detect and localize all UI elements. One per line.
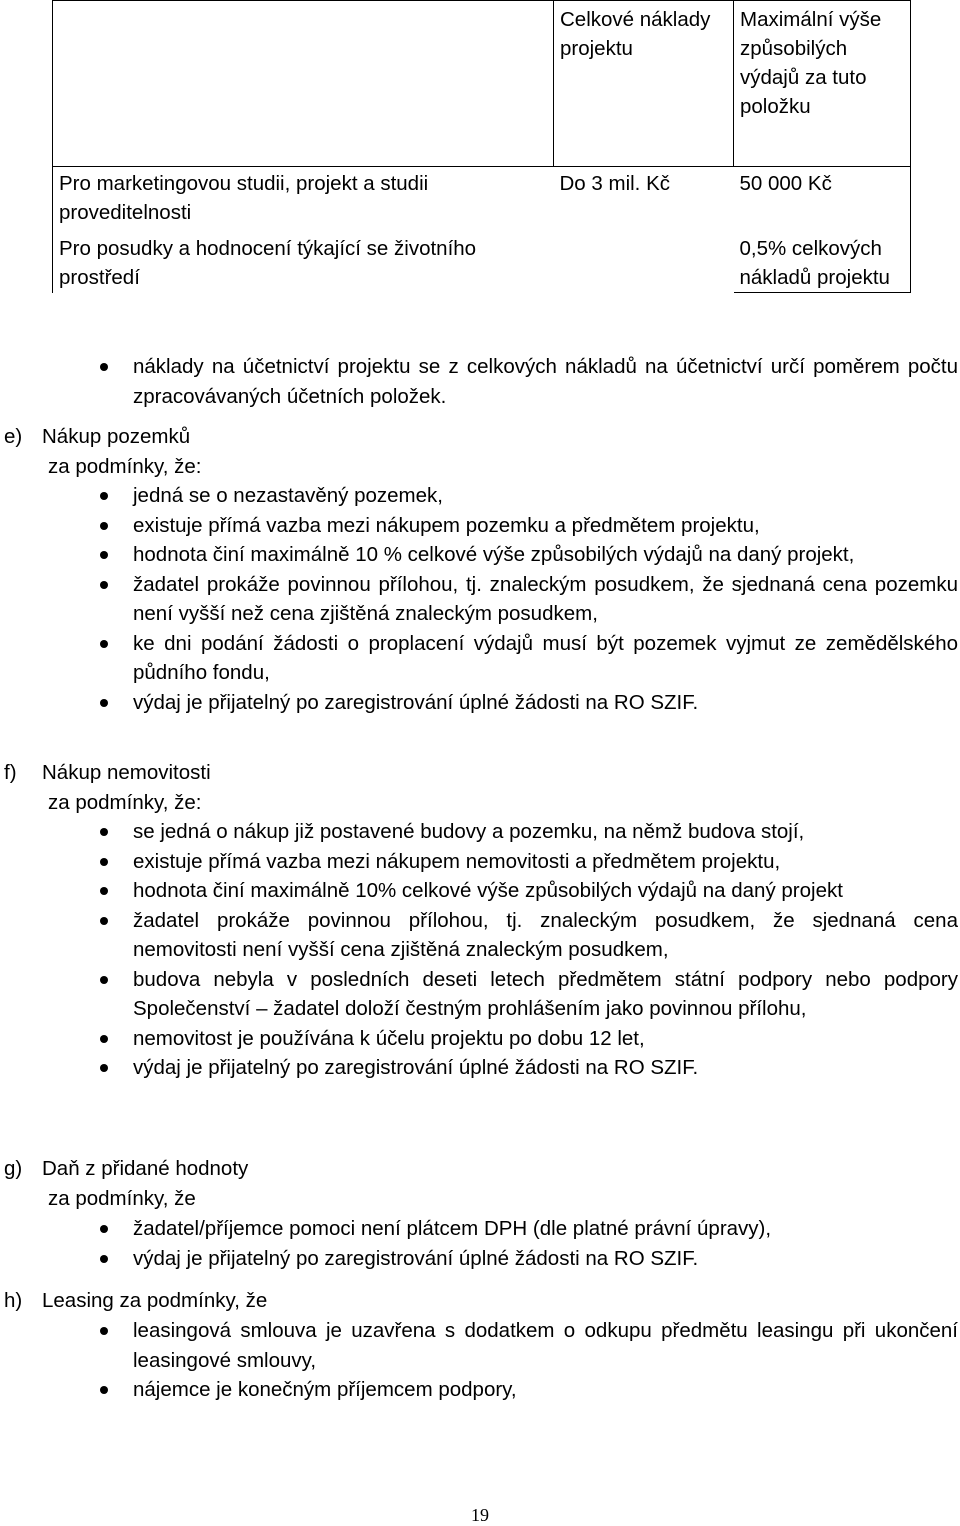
bullet-icon bbox=[100, 976, 108, 984]
list-item: jedná se o nezastavěný pozemek, bbox=[0, 481, 960, 511]
section-heading-e: e) Nákup pozemků bbox=[4, 425, 191, 448]
bullet-icon bbox=[100, 917, 108, 925]
list-item: žadatel/příjemce pomoci není plátcem DPH (dle platné právní úpravy), bbox=[0, 1214, 960, 1244]
list-item: žadatel prokáže povinnou přílohou, tj. znaleckým posudkem, že sjednaná cena nemovitosti není vyšší cena zjištěná znaleckým posudkem, bbox=[0, 906, 960, 965]
table-row bbox=[53, 230, 911, 293]
table-header-total: Celkové náklady projektu bbox=[554, 1, 734, 167]
list-item: výdaj je přijatelný po zaregistrování úplné žádosti na RO SZIF. bbox=[0, 1053, 960, 1083]
table-row bbox=[53, 167, 911, 231]
table-cell-max: 0,5% celkových nákladů projektu bbox=[734, 230, 911, 293]
cost-table bbox=[52, 0, 911, 293]
list-item: výdaj je přijatelný po zaregistrování úplné žádosti na RO SZIF. bbox=[0, 1244, 960, 1274]
bullet-icon bbox=[100, 363, 108, 371]
list-item: existuje přímá vazba mezi nákupem pozemku a předmětem projektu, bbox=[0, 511, 960, 541]
section-heading-g: g) Daň z přidané hodnoty bbox=[4, 1157, 249, 1180]
table-cell-total bbox=[554, 230, 734, 293]
list-item: ke dni podání žádosti o proplacení výdajů musí být pozemek vyjmut ze zemědělského půdního fondu, bbox=[0, 629, 960, 688]
list-item: nájemce je konečným příjemcem podpory, bbox=[0, 1375, 960, 1405]
section-e-bullets bbox=[0, 481, 960, 717]
list-item: budova nebyla v posledních deseti letech předmětem státní podpory nebo podpory Společenství – žadatel doloží čestným prohlášením jako povinnou přílohu, bbox=[0, 965, 960, 1024]
table-header-row bbox=[53, 1, 911, 167]
section-condition-e: za podmínky, že: bbox=[48, 455, 202, 478]
list-item: hodnota činí maximálně 10 % celkové výše způsobilých výdajů na daný projekt, bbox=[0, 540, 960, 570]
list-item: se jedná o nákup již postavené budovy a pozemku, na němž budova stojí, bbox=[0, 817, 960, 847]
table-cell-desc: Pro posudky a hodnocení týkající se životního prostředí bbox=[53, 230, 554, 293]
table-cell-total: Do 3 mil. Kč bbox=[559, 172, 670, 195]
list-item: existuje přímá vazba mezi nákupem nemovitosti a předmětem projektu, bbox=[0, 847, 960, 877]
bullet-icon bbox=[100, 581, 108, 589]
bullet-icon bbox=[100, 828, 108, 836]
intro-bullet-list bbox=[0, 352, 960, 411]
table-header-max: Maximální výše způsobilých výdajů za tuto položku bbox=[734, 1, 911, 167]
section-heading-f: f) Nákup nemovitosti bbox=[4, 761, 211, 784]
section-f-bullets bbox=[0, 817, 960, 1083]
list-item: výdaj je přijatelný po zaregistrování úplné žádosti na RO SZIF. bbox=[0, 688, 960, 718]
list-item: hodnota činí maximálně 10% celkové výše způsobilých výdajů na daný projekt bbox=[0, 876, 960, 906]
bullet-icon bbox=[100, 640, 108, 648]
bullet-icon bbox=[100, 1064, 108, 1072]
bullet-icon bbox=[100, 1035, 108, 1043]
bullet-icon bbox=[100, 1225, 108, 1233]
list-item: náklady na účetnictví projektu se z celkových nákladů na účetnictví určí poměrem počtu zpracovávaných účetních položek. bbox=[0, 352, 960, 411]
bullet-icon bbox=[100, 1327, 108, 1335]
bullet-icon bbox=[100, 1255, 108, 1263]
bullet-icon bbox=[100, 699, 108, 707]
list-item: žadatel prokáže povinnou přílohou, tj. znaleckým posudkem, že sjednaná cena pozemku není vyšší než cena zjištěná znaleckým posudkem, bbox=[0, 570, 960, 629]
bullet-icon bbox=[100, 551, 108, 559]
list-item: leasingová smlouva je uzavřena s dodatkem o odkupu předmětu leasingu při ukončení leasingové smlouvy, bbox=[0, 1316, 960, 1375]
table-cell-desc: Pro marketingovou studii, projekt a studii proveditelnosti bbox=[53, 167, 554, 231]
section-condition-g: za podmínky, že bbox=[48, 1187, 196, 1210]
bullet-icon bbox=[100, 1386, 108, 1394]
page-number: 19 bbox=[471, 1505, 489, 1525]
section-h-bullets bbox=[0, 1316, 960, 1405]
bullet-icon bbox=[100, 887, 108, 895]
table-header-empty-cell bbox=[53, 1, 554, 167]
section-condition-f: za podmínky, že: bbox=[48, 791, 202, 814]
list-item: nemovitost je používána k účelu projektu po dobu 12 let, bbox=[0, 1024, 960, 1054]
section-g-bullets bbox=[0, 1214, 960, 1273]
bullet-icon bbox=[100, 492, 108, 500]
table-cell-max: 50 000 Kč bbox=[734, 167, 911, 231]
section-heading-h: h) Leasing za podmínky, že bbox=[4, 1289, 268, 1312]
bullet-icon bbox=[100, 858, 108, 866]
bullet-icon bbox=[100, 522, 108, 530]
